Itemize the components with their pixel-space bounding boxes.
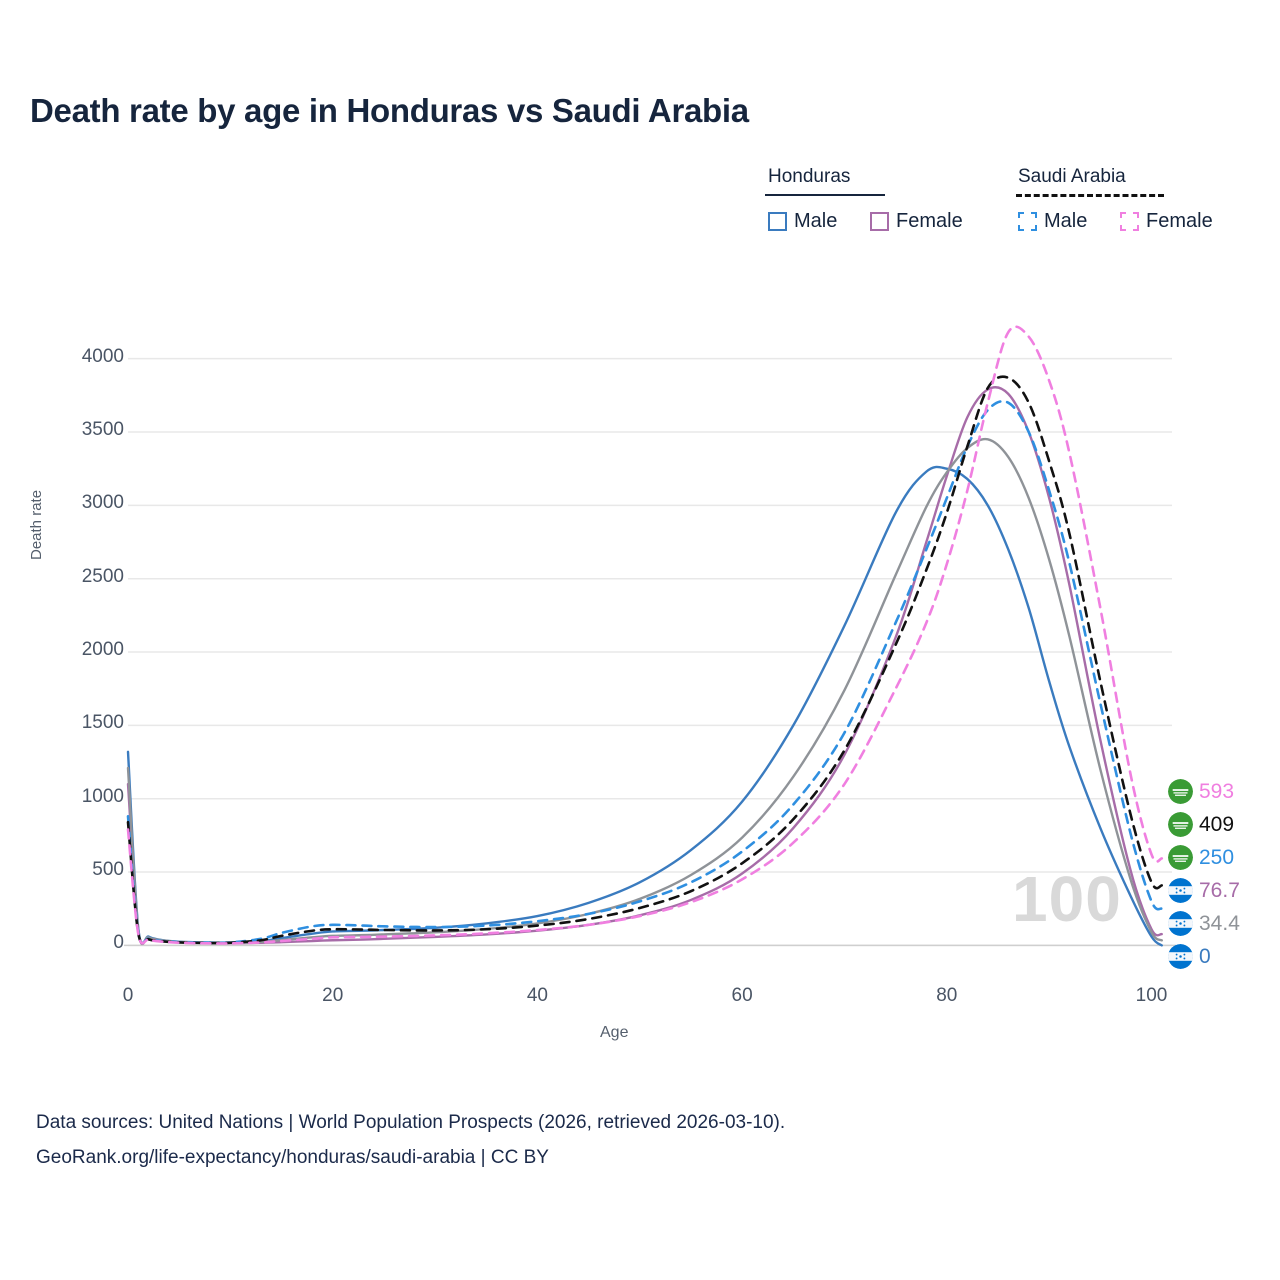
honduras-flag [1168, 944, 1193, 969]
series-end-label [1168, 874, 1280, 907]
y-tick-label: 3500 [81, 419, 124, 440]
series-end-value: 593 [1199, 779, 1235, 803]
series-line [128, 439, 1162, 944]
y-tick-label: 2000 [81, 639, 124, 661]
series-end-value: 250 [1199, 845, 1235, 869]
series-end-label [1168, 775, 1280, 808]
x-tick-label: 60 [731, 985, 753, 1006]
y-tick-label: 500 [92, 859, 124, 881]
x-tick-label: 80 [936, 985, 958, 1006]
series-line [128, 467, 1162, 945]
series-end-labels [1168, 775, 1280, 973]
series-end-label [1168, 841, 1280, 874]
series-line [128, 387, 1162, 944]
watermark-label: 100 [1012, 863, 1122, 935]
footer [36, 1105, 785, 1175]
footer-line-sources: Data sources: United Nations | World Population Prospects (2026, retrieved 2026-03-10). [36, 1112, 786, 1133]
series-end-value: 34.4 [1199, 911, 1240, 935]
series-end-value: 0 [1199, 944, 1211, 968]
y-tick-label: 0 [113, 932, 124, 954]
legend-label-honduras-female: Female [896, 210, 963, 232]
saudi-arabia-flag [1168, 845, 1193, 870]
series-line [128, 327, 1162, 944]
series-end-value: 409 [1199, 812, 1235, 836]
honduras-flag [1168, 911, 1193, 936]
series-line [128, 377, 1162, 944]
y-axis-label: Death rate [28, 489, 45, 560]
footer-line-url: GeoRank.org/life-expectancy/honduras/saudi-arabia | CC BY [36, 1147, 549, 1168]
series-end-label [1168, 907, 1280, 940]
page-title: Death rate by age in Honduras vs Saudi Arabia [30, 92, 749, 129]
x-tick-label: 100 [1135, 985, 1168, 1006]
x-tick-label: 0 [122, 985, 134, 1006]
series-end-value: 76.7 [1199, 878, 1240, 902]
saudi-arabia-flag [1168, 812, 1193, 837]
saudi-arabia-flag [1168, 779, 1193, 804]
y-tick-label: 1500 [81, 712, 124, 734]
honduras-flag [1168, 878, 1193, 903]
y-tick-label: 4000 [81, 345, 124, 367]
x-tick-label: 20 [322, 985, 344, 1006]
legend-label-honduras-male: Male [794, 210, 838, 232]
x-tick-label: 40 [526, 985, 548, 1006]
legend-label-saudi-female: Female [1146, 210, 1213, 232]
legend-group-saudi-title: Saudi Arabia [1018, 166, 1126, 187]
y-tick-label: 3000 [81, 492, 124, 514]
y-tick-label: 1000 [81, 785, 124, 807]
y-tick-label: 2500 [81, 565, 124, 587]
legend-group-honduras-title: Honduras [768, 166, 851, 187]
x-axis-label: Age [600, 1024, 629, 1041]
series-end-label [1168, 940, 1280, 973]
legend-label-saudi-male: Male [1044, 210, 1088, 232]
series-line [128, 401, 1162, 943]
series-end-label [1168, 808, 1280, 841]
